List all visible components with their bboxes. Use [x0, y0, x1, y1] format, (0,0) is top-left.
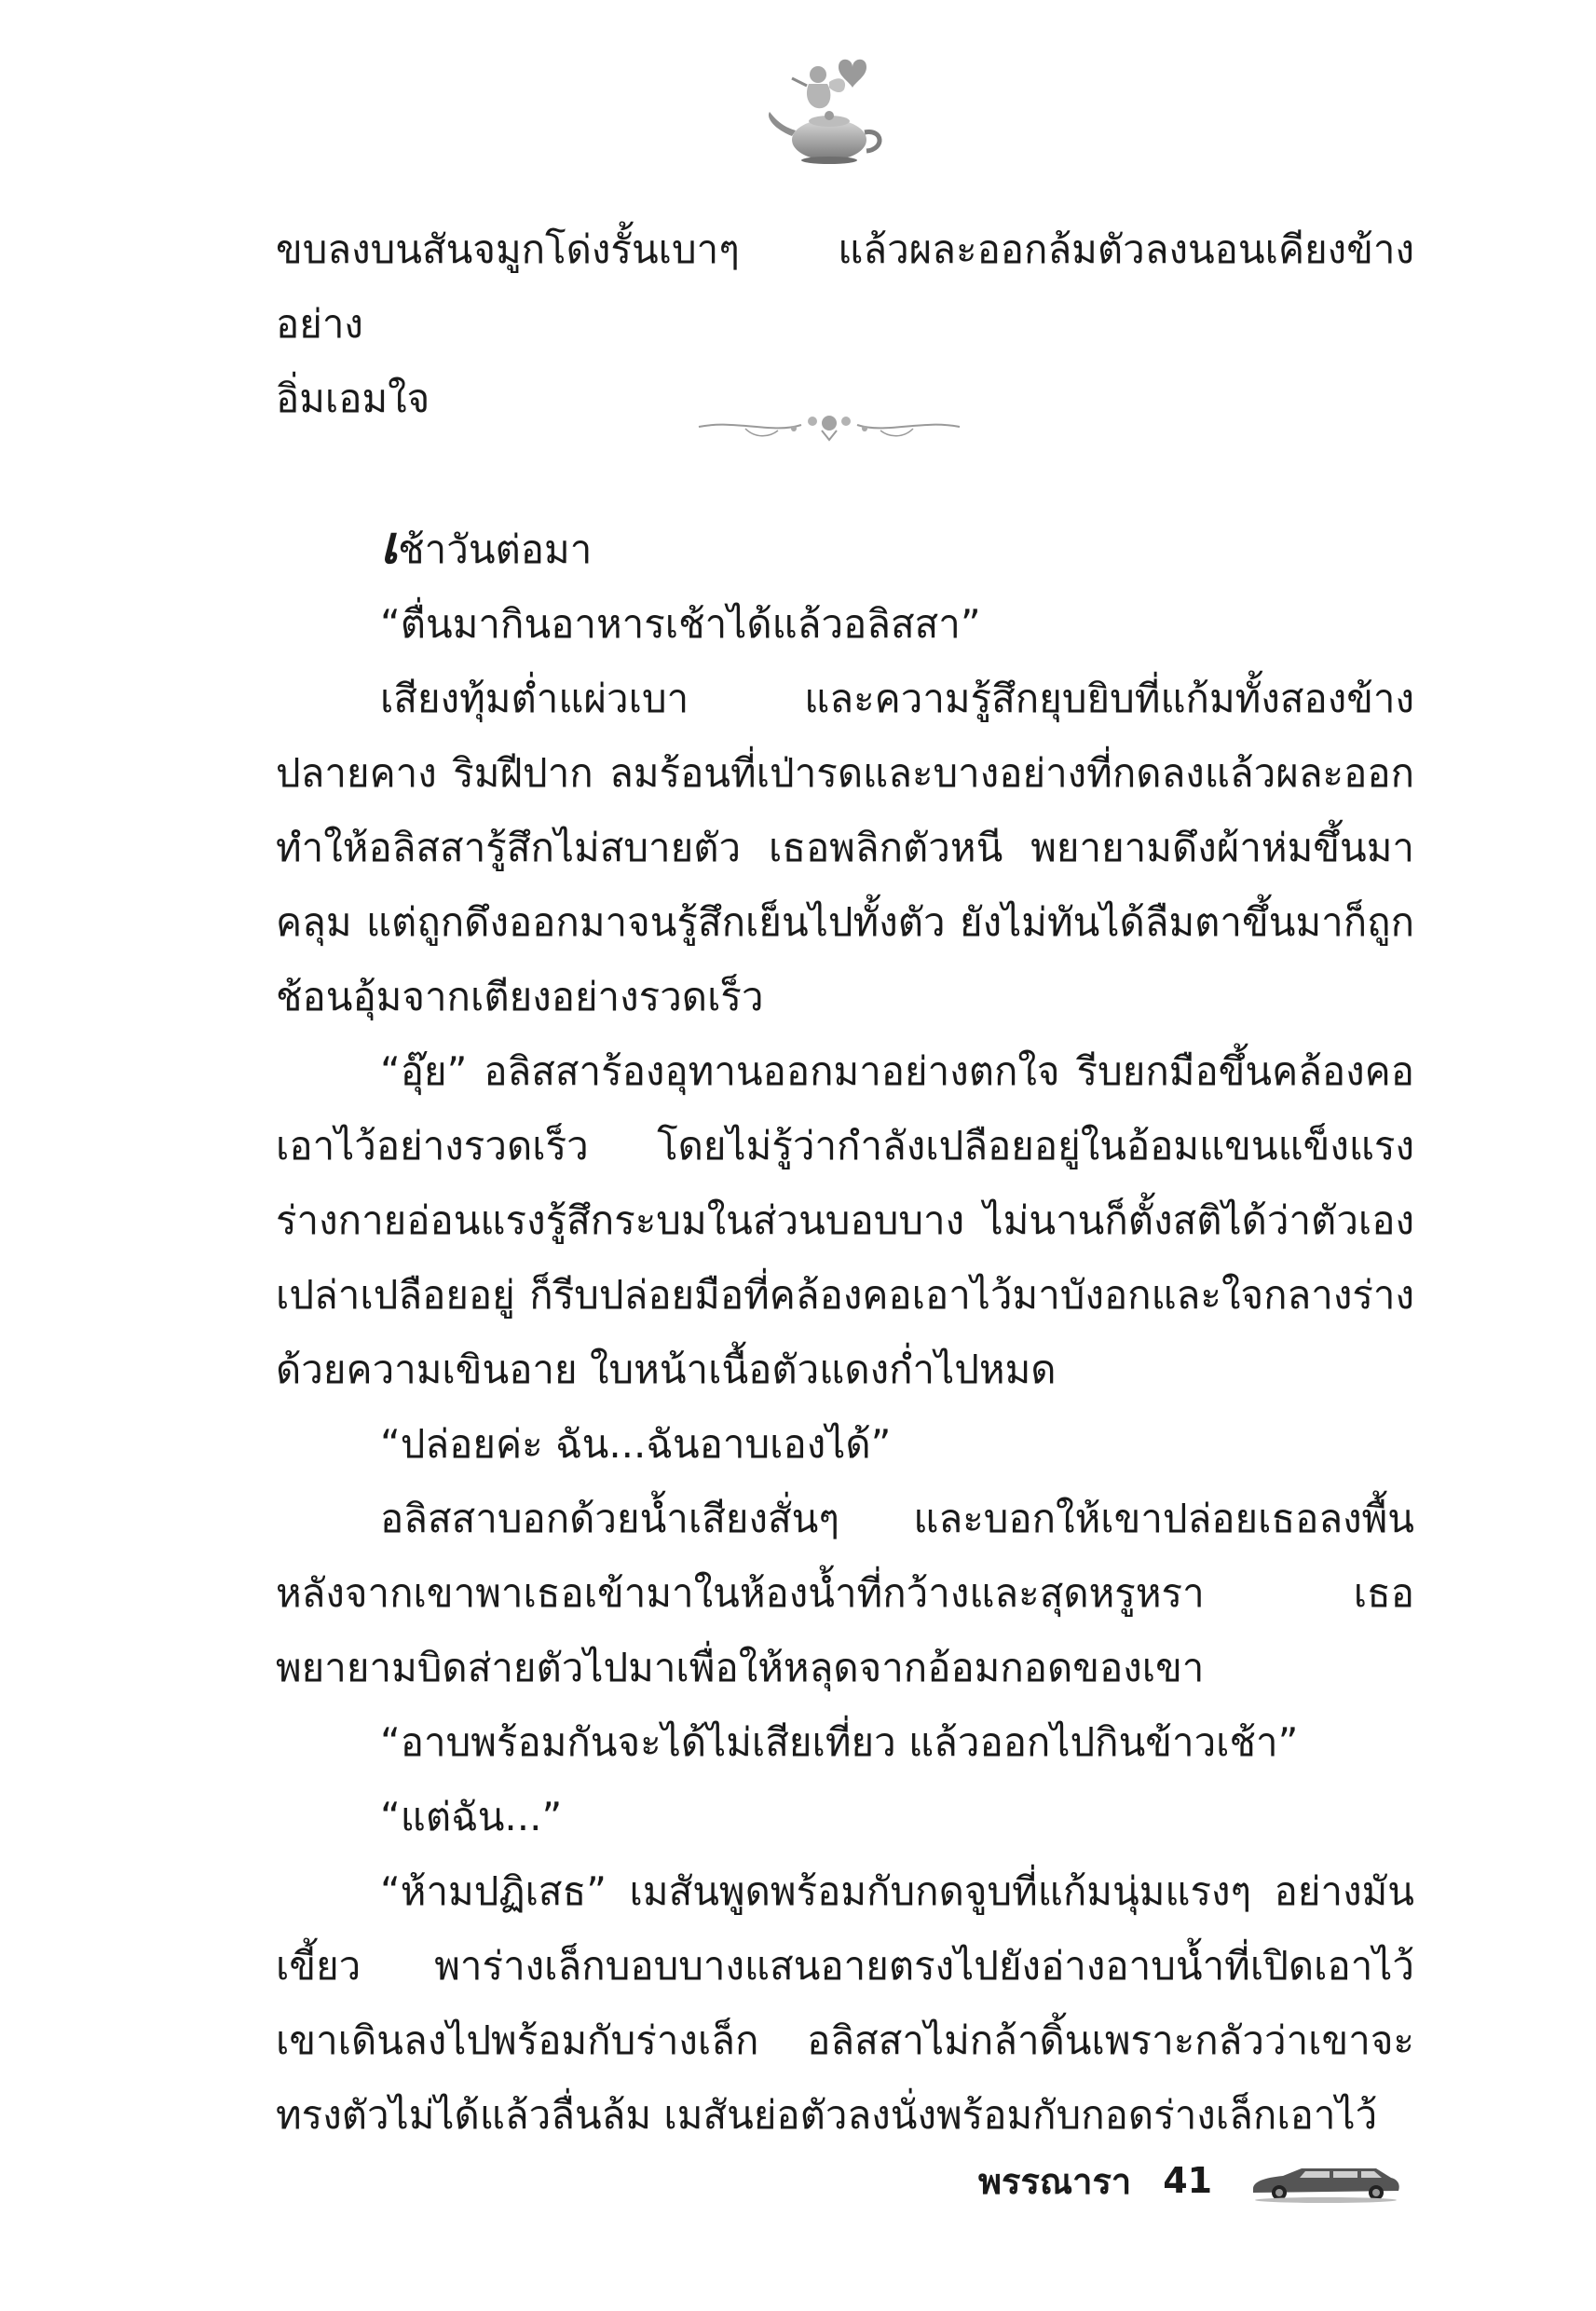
paragraph-5: “ปล่อยค่ะ ฉัน...ฉันอาบเองได้” — [380, 1421, 892, 1467]
page-footer — [978, 2153, 1404, 2208]
teapot-cupid-icon — [755, 47, 904, 168]
paragraph-4: “อุ๊ย” อลิสสาร้องอุทานออกมาอย่างตกใจ รีบยกมือขึ้นคล้องคอเอาไว้อย่างรวดเร็ว โดยไม่รู้ว่ากำลังเปลือยอยู่ในอ้อมแขนแข็งแรง ร่างกายอ่อนแรงรู้สึกระบมในส่วนบอบบาง ไม่นานก็ตั้งสติได้ว่าตัวเองเปล่าเปลือยอยู่ ก็รีบปล่อยมือที่คล้องคอเอาไว้มาบังอกและใจกลางร่างด้วยความเขินอาย ใบหน้าเนื้อตัวแดงก่ำไปหมด — [276, 1048, 1414, 1392]
paragraph-7: “อาบพร้อมกันจะได้ไม่เสียเที่ยว แล้วออกไปกินข้าวเช้า” — [380, 1719, 1299, 1765]
page-number: 41 — [1163, 2160, 1213, 2201]
floral-divider-icon — [689, 401, 969, 447]
intro-line-1: ขบลงบนสันจมูกโด่งรั้นเบาๆ แล้วผละออกล้มตัวลงนอนเคียงข้างอย่าง — [276, 226, 1414, 347]
paragraph-9: “ห้ามปฏิเสธ” เมสันพูดพร้อมกับกดจูบที่แก้มนุ่มแรงๆ อย่างมันเขี้ยว พาร่างเล็กบอบบางแสนอายตรงไปยังอ่างอาบน้ำที่เปิดเอาไว้ เขาเดินลงไปพร้อมกับร่างเล็ก อลิสสาไม่กล้าดิ้นเพราะกลัวว่าเขาจะทรงตัวไม่ได้แล้วลื่นล้ม เมสันย่อตัวลงนั่งพร้อมกับกอดร่างเล็กเอาไว้ — [276, 1868, 1414, 2138]
drop-cap: เ — [380, 514, 399, 576]
paragraph-3: เสียงทุ้มต่ำแผ่วเบา และความรู้สึกยุบยิบที่แก้มทั้งสองข้าง ปลายคาง ริมฝีปาก ลมร้อนที่เป่ารดและบางอย่างที่กดลงแล้วผละออก ทำให้อลิสสารู้สึกไม่สบายตัว เธอพลิกตัวหนี พยายามดึงผ้าห่มขึ้นมาคลุม แต่ถูกดึงออกมาจนรู้สึกเย็นไปทั้งตัว ยังไม่ทันได้ลืมตาขึ้นมาก็ถูกช้อนอุ้มจากเตียงอย่างรวดเร็ว — [276, 676, 1414, 1019]
paragraph-2: “ตื่นมากินอาหารเช้าได้แล้วอลิสสา” — [380, 601, 981, 647]
paragraph-1 — [276, 508, 1414, 587]
paragraph-1-text: ช้าวันต่อมา — [398, 526, 593, 572]
paragraph-6: อลิสสาบอกด้วยน้ำเสียงสั่นๆ และบอกให้เขาปล่อยเธอลงพื้นหลังจากเขาพาเธอเข้ามาในห้องน้ำที่กว้างและสุดหรูหรา เธอพยายามบิดส่ายตัวไปมาเพื่อให้หลุดจากอ้อมกอดของเขา — [276, 1496, 1414, 1690]
intro-line-2: อิ่มเอมใจ — [276, 376, 430, 421]
limousine-icon — [1246, 2157, 1404, 2204]
main-text — [276, 508, 1414, 2153]
book-title: พรรณารา — [978, 2160, 1132, 2202]
paragraph-8: “แต่ฉัน...” — [380, 1794, 563, 1839]
